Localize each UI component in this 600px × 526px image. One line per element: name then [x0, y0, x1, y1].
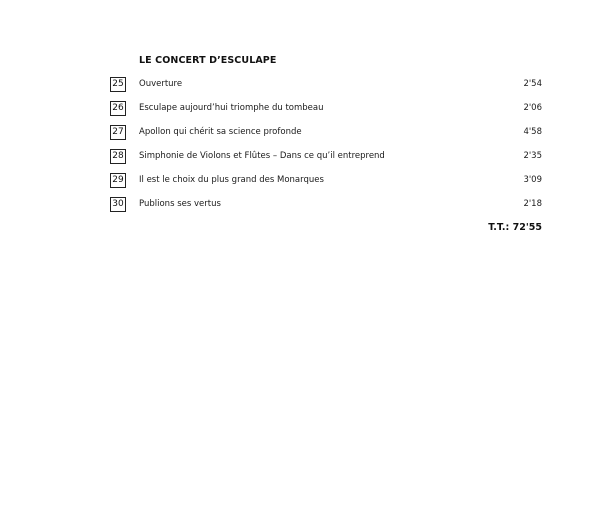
- track-number-box: 30: [110, 197, 126, 212]
- track-number-box: 27: [110, 125, 126, 140]
- section-title: LE CONCERT D’ESCULAPE: [139, 55, 277, 66]
- track-list: [110, 76, 542, 220]
- track-duration: 4'58: [523, 127, 542, 137]
- track-row: [110, 172, 542, 196]
- track-title: Publions ses vertus: [139, 199, 221, 209]
- total-time: T.T.: 72'55: [488, 222, 542, 233]
- track-number-box: 26: [110, 101, 126, 116]
- track-row: [110, 124, 542, 148]
- track-duration: 3'09: [523, 175, 542, 185]
- track-number-box: 28: [110, 149, 126, 164]
- track-title: Apollon qui chérit sa science profonde: [139, 127, 302, 137]
- track-duration: 2'06: [523, 103, 542, 113]
- track-title: Simphonie de Violons et Flûtes – Dans ce qu’il entreprend: [139, 151, 385, 161]
- track-number-box: 29: [110, 173, 126, 188]
- track-duration: 2'18: [523, 199, 542, 209]
- track-row: [110, 76, 542, 100]
- track-row: [110, 196, 542, 220]
- track-duration: 2'35: [523, 151, 542, 161]
- track-row: [110, 148, 542, 172]
- track-title: Esculape aujourd’hui triomphe du tombeau: [139, 103, 324, 113]
- track-number-box: 25: [110, 77, 126, 92]
- track-row: [110, 100, 542, 124]
- track-title: Il est le choix du plus grand des Monarques: [139, 175, 324, 185]
- track-title: Ouverture: [139, 79, 183, 89]
- track-duration: 2'54: [523, 79, 542, 89]
